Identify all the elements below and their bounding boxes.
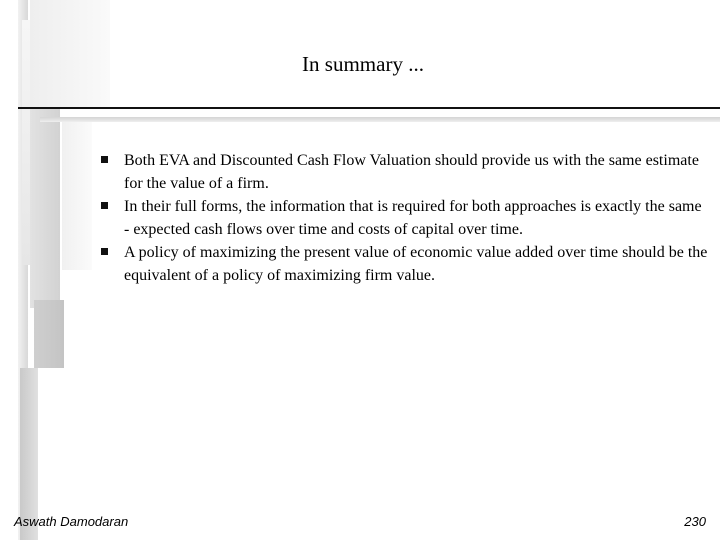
bullet-item bbox=[98, 241, 708, 287]
bullet-text: In their full forms, the information that is required for both approaches is exactly the same - expected cash flows over time and costs of capital over time. bbox=[124, 198, 702, 238]
bullet-item bbox=[98, 195, 708, 241]
square-bullet-icon bbox=[101, 202, 108, 209]
decorative-bar-6 bbox=[62, 120, 92, 270]
decorative-bar-4 bbox=[30, 108, 60, 308]
decorative-bar-5 bbox=[34, 300, 64, 368]
slide-title: In summary ... bbox=[302, 52, 424, 76]
title-divider-shadow bbox=[40, 117, 720, 122]
bullet-item bbox=[98, 149, 708, 195]
title-divider bbox=[18, 107, 720, 109]
bullet-text: Both EVA and Discounted Cash Flow Valuation should provide us with the same estimate for the value of a firm. bbox=[124, 152, 699, 192]
square-bullet-icon bbox=[101, 248, 108, 255]
footer-author: Aswath Damodaran bbox=[14, 514, 129, 529]
bullet-list bbox=[98, 149, 708, 287]
bullet-text: A policy of maximizing the present value of economic value added over time should be the equivalent of a policy of maximizing firm value. bbox=[124, 244, 708, 284]
page-number: 230 bbox=[684, 514, 706, 529]
square-bullet-icon bbox=[101, 156, 108, 163]
